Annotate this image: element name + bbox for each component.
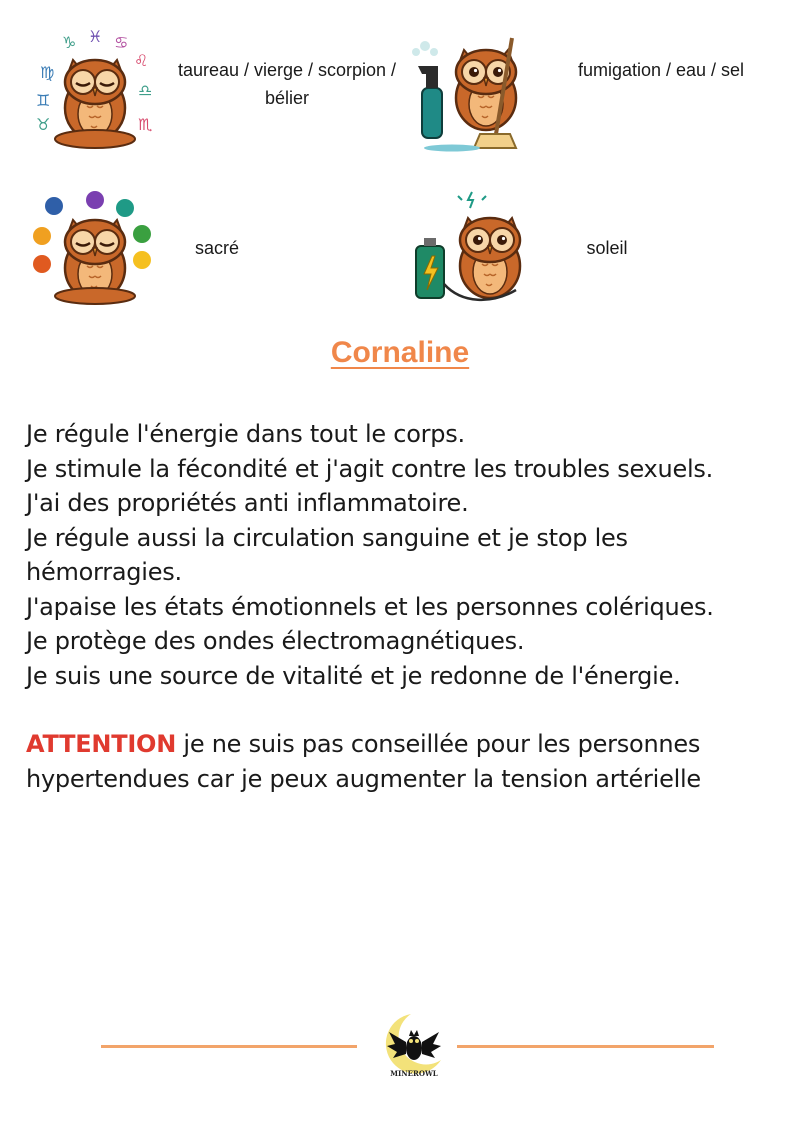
paragraph: Je protège des ondes électromagnétiques. [26, 627, 525, 655]
paragraph: Je régule l'énergie dans tout le corps. [26, 420, 465, 448]
svg-text:♍: ♍ [40, 63, 55, 82]
svg-text:♎: ♎ [138, 81, 153, 100]
paragraph: J'ai des propriétés anti inflammatoire. [26, 489, 469, 517]
svg-text:♋: ♋ [114, 33, 129, 52]
owl-battery-icon [412, 186, 532, 306]
cleansing-methods-text: fumigation / eau / sel [577, 60, 745, 80]
charging-text: soleil [586, 238, 628, 258]
warning-text: je ne suis pas conseillée pour les personnes hypertendues car je peux augmenter la tension artérielle [26, 730, 701, 793]
footer-divider-left [101, 1045, 357, 1048]
svg-text:♊: ♊ [36, 91, 51, 110]
stone-title: Cornaline [330, 336, 470, 369]
description-body [26, 417, 786, 796]
footer-divider-right [457, 1045, 714, 1048]
logo-text: MINEROWL [390, 1069, 438, 1078]
chakra-text: sacré [194, 238, 239, 258]
owl-cleaning-icon [412, 30, 532, 152]
svg-text:♓: ♓ [88, 27, 103, 46]
minerowl-logo [381, 1010, 447, 1082]
zodiac-signs-text: taureau / vierge / scorpion / bélier [177, 60, 397, 108]
paragraph: Je suis une source de vitalité et je redonne de l'énergie. [26, 661, 681, 690]
paragraph: J'apaise les états émotionnels et les personnes colériques. [26, 592, 714, 621]
paragraph: Je stimule la fécondité et j'agit contre les troubles sexuels. [26, 454, 714, 483]
svg-text:♉: ♉ [36, 115, 51, 134]
warning-paragraph [26, 727, 786, 796]
svg-text:♌: ♌ [134, 51, 149, 70]
owl-zodiac-icon [30, 26, 160, 150]
svg-text:♏: ♏ [138, 115, 153, 134]
owl-chakra-icon [30, 190, 160, 306]
paragraph: Je régule aussi la circulation sanguine et je stop les hémorragies. [26, 523, 628, 586]
svg-text:♑: ♑ [62, 33, 77, 52]
warning-label: ATTENTION [26, 730, 177, 758]
